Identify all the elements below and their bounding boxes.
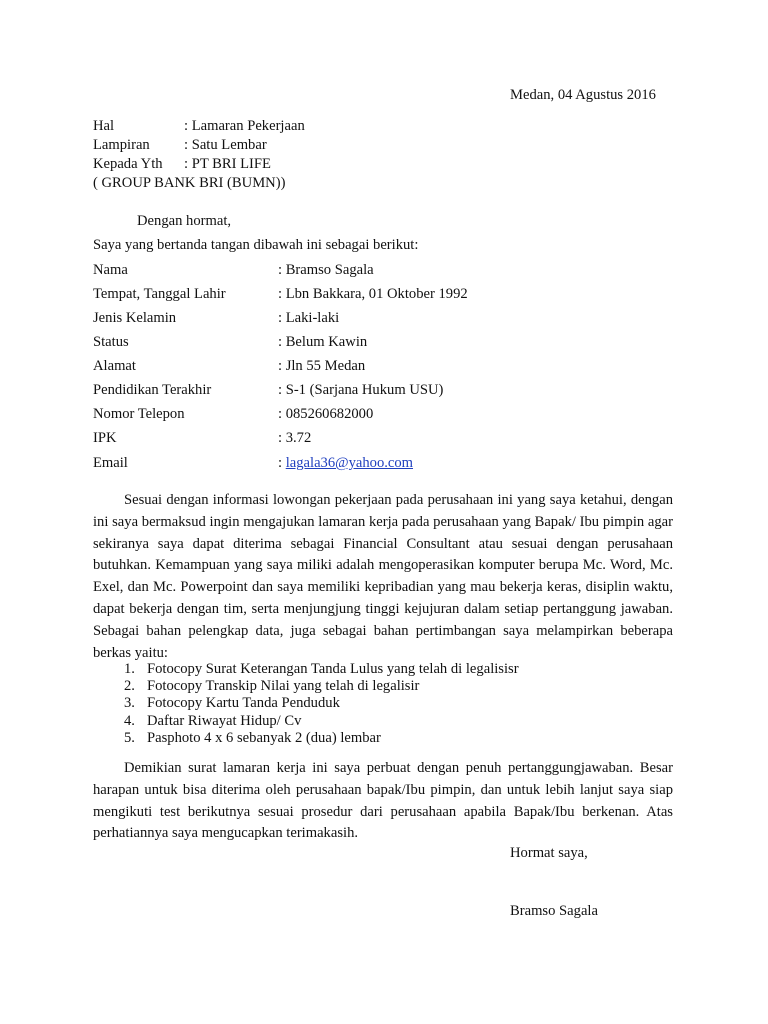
detail-value-alamat: : Jln 55 Medan <box>278 358 366 374</box>
header-label-kepada: Kepada Yth <box>93 156 163 172</box>
detail-value-ipk: : 3.72 <box>278 430 312 446</box>
header-label-hal: Hal <box>93 118 115 134</box>
detail-label-telepon: Nomor Telepon <box>93 406 185 422</box>
recipient-group: ( GROUP BANK BRI (BUMN)) <box>93 175 286 191</box>
list-item-number: 5. <box>124 729 135 746</box>
email-link[interactable]: lagala36@yahoo.com <box>285 455 414 471</box>
list-item-text: Daftar Riwayat Hidup/ Cv <box>147 712 302 729</box>
header-value-lampiran: : Satu Lembar <box>184 137 267 153</box>
intro-line: Saya yang bertanda tangan dibawah ini sebagai berikut: <box>93 237 419 253</box>
detail-value-nama: : Bramso Sagala <box>278 262 374 278</box>
closing-phrase: Hormat saya, <box>510 845 588 861</box>
list-item-number: 4. <box>124 712 135 729</box>
list-item <box>93 713 519 730</box>
detail-value-email <box>278 455 413 472</box>
list-item-number: 3. <box>124 695 135 712</box>
detail-label-gender: Jenis Kelamin <box>93 310 177 326</box>
email-prefix: : <box>278 455 286 471</box>
list-item <box>93 678 519 695</box>
letter-date: Medan, 04 Agustus 2016 <box>510 87 656 103</box>
attachment-list <box>93 661 519 747</box>
detail-value-ttl: : Lbn Bakkara, 01 Oktober 1992 <box>278 286 468 302</box>
header-label-lampiran: Lampiran <box>93 137 150 153</box>
detail-label-ipk: IPK <box>93 430 117 446</box>
salutation: Dengan hormat, <box>137 213 232 229</box>
detail-label-status: Status <box>93 334 129 350</box>
detail-value-status: : Belum Kawin <box>278 334 368 350</box>
detail-value-gender: : Laki-laki <box>278 310 340 326</box>
list-item-text: Fotocopy Transkip Nilai yang telah di legalisir <box>147 678 420 695</box>
header-value-hal: : Lamaran Pekerjaan <box>184 118 305 134</box>
detail-value-pendidikan: : S-1 (Sarjana Hukum USU) <box>278 382 444 398</box>
detail-label-nama: Nama <box>93 262 128 278</box>
list-item <box>93 661 519 678</box>
list-item-text: Pasphoto 4 x 6 sebanyak 2 (dua) lembar <box>147 729 381 746</box>
list-item <box>93 730 519 747</box>
detail-label-pendidikan: Pendidikan Terakhir <box>93 382 212 398</box>
detail-label-alamat: Alamat <box>93 358 136 374</box>
detail-label-email: Email <box>93 455 128 471</box>
list-item-text: Fotocopy Surat Keterangan Tanda Lulus yang telah di legalisisr <box>147 661 519 677</box>
body-paragraph: Sesuai dengan informasi lowongan pekerjaan pada perusahaan ini yang saya ketahui, dengan ini saya bermaksud ingin mengajukan lamaran kerja pada perusahaan yang Bapak/ Ibu pimpin agar sekiranya saya dapat diterima sebagai Financial Consultant atau sesuai dengan perusahaan butuhkan. Kemampuan yang saya miliki adalah mengoperasikan komputer berupa Mc. Word, Mc. Exel, dan Mc. Powerpoint dan saya memiliki kepribadian yang mau bekerja keras, disiplin waktu, dapat bekerja dengan tim, serta menjungjung tinggi kejujuran dalam setiap pertanggung jawaban. Sebagai bahan pelengkap data, juga sebagai bahan pertimbangan saya melampirkan beberapa berkas yaitu: <box>93 492 673 661</box>
list-item <box>93 695 519 712</box>
detail-label-ttl: Tempat, Tanggal Lahir <box>93 286 226 302</box>
signature-name: Bramso Sagala <box>510 903 598 919</box>
list-item-number: 2. <box>124 678 135 695</box>
header-value-kepada: : PT BRI LIFE <box>184 156 271 172</box>
list-item-number: 1. <box>124 661 135 677</box>
closing-paragraph: Demikian surat lamaran kerja ini saya perbuat dengan penuh pertanggungjawaban. Besar harapan untuk bisa diterima oleh perusahaan bapak/Ibu pimpin, dan untuk lebih lanjut saya siap mengikuti test berikutnya sesuai prosedur dari perusahaan apabila Bapak/Ibu berkenan. Atas perhatiannya saya mengucapkan terimakasih. <box>93 760 673 842</box>
detail-value-telepon: : 085260682000 <box>278 406 374 422</box>
list-item-text: Fotocopy Kartu Tanda Penduduk <box>147 695 340 712</box>
